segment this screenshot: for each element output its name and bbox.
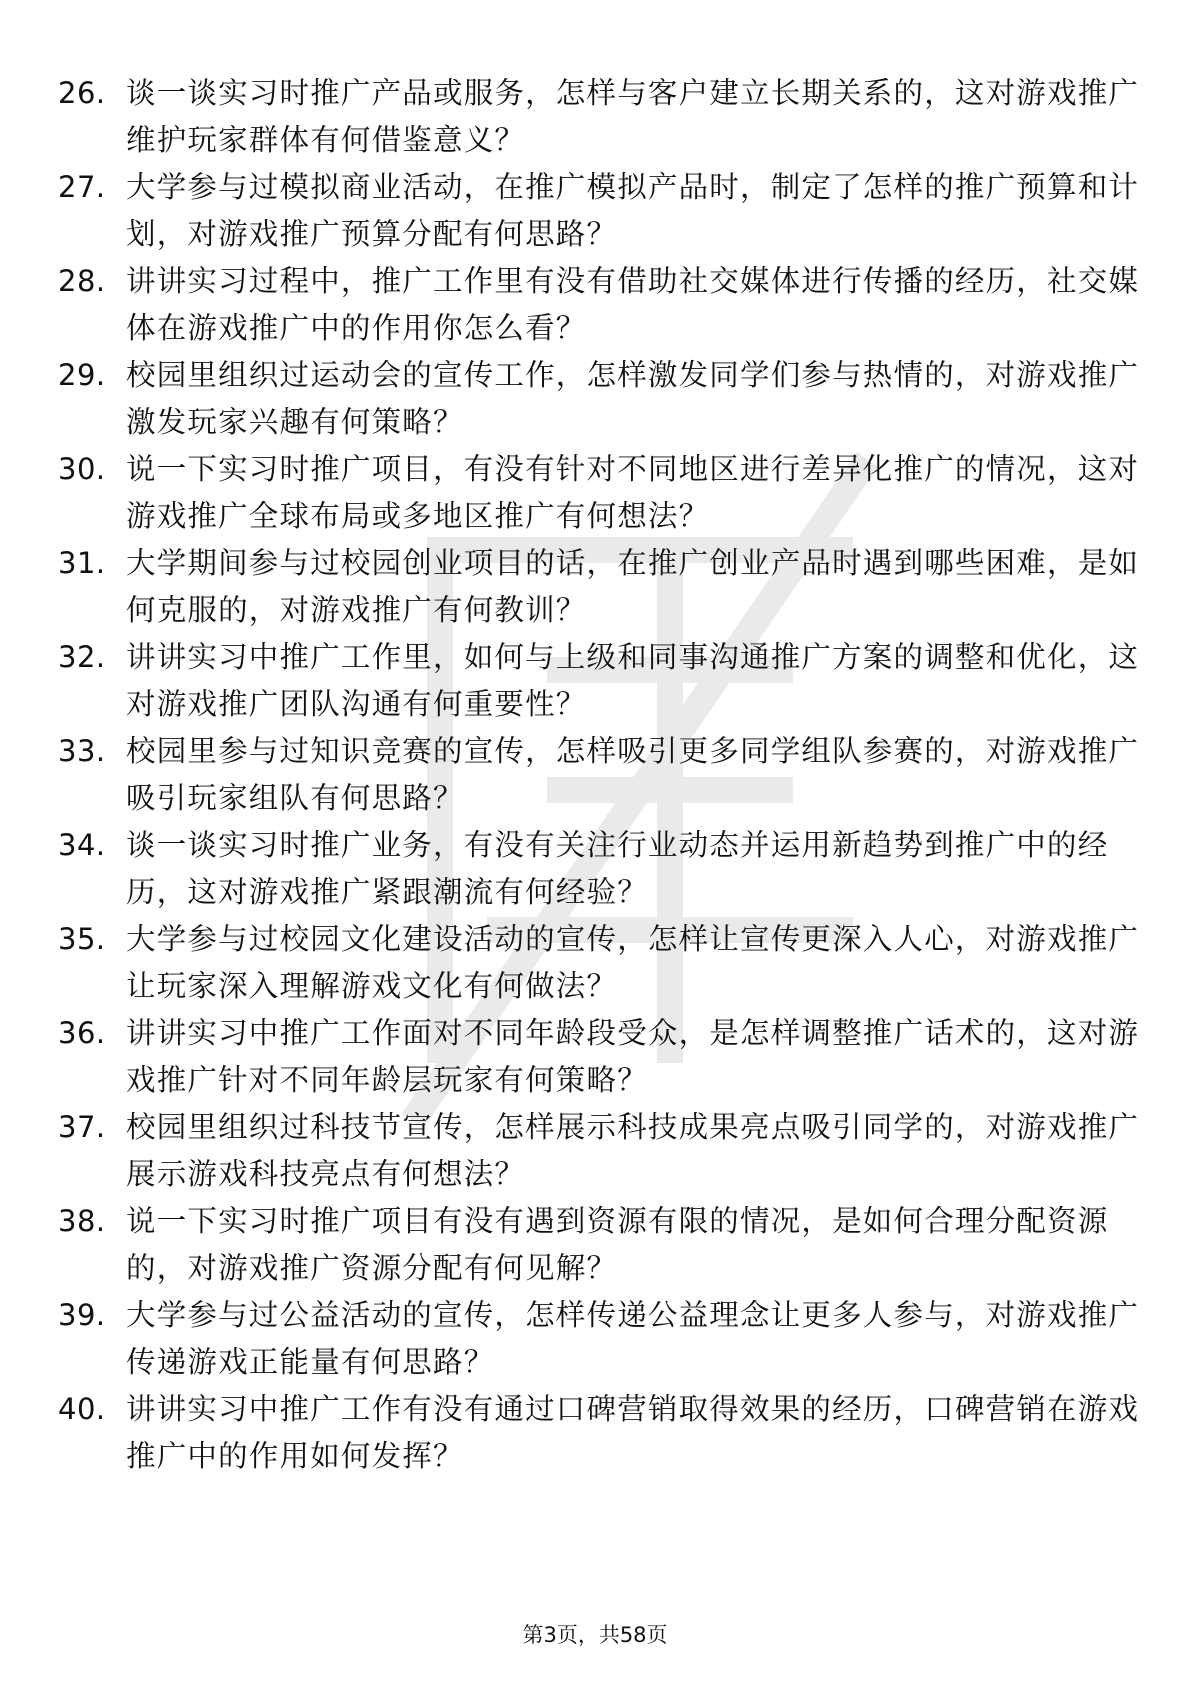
question-text: 说一下实习时推广项目有没有遇到资源有限的情况，是如何合理分配资源的，对游戏推广资源分配有何见解？ bbox=[126, 1204, 1109, 1285]
question-number: 33. bbox=[58, 734, 106, 768]
question-text: 讲讲实习中推广工作面对不同年龄段受众，是怎样调整推广话术的，这对游戏推广针对不同年龄层玩家有何策略？ bbox=[126, 1016, 1140, 1097]
question-text: 说一下实习时推广项目，有没有针对不同地区进行差异化推广的情况，这对游戏推广全球布局或多地区推广有何想法？ bbox=[126, 452, 1140, 533]
question-text: 谈一谈实习时推广业务，有没有关注行业动态并运用新趋势到推广中的经历，这对游戏推广紧跟潮流有何经验？ bbox=[126, 828, 1109, 909]
question-number: 29. bbox=[58, 358, 106, 392]
question-text: 讲讲实习中推广工作有没有通过口碑营销取得效果的经历，口碑营销在游戏推广中的作用如何发挥？ bbox=[126, 1392, 1140, 1473]
question-number: 37. bbox=[58, 1110, 106, 1144]
question-number: 32. bbox=[58, 640, 106, 674]
question-number: 35. bbox=[58, 922, 106, 956]
question-text: 谈一谈实习时推广产品或服务，怎样与客户建立长期关系的，这对游戏推广维护玩家群体有何借鉴意义？ bbox=[126, 76, 1140, 157]
question-number: 36. bbox=[58, 1016, 106, 1050]
question-number: 40. bbox=[58, 1392, 106, 1426]
question-text: 大学参与过公益活动的宣传，怎样传递公益理念让更多人参与，对游戏推广传递游戏正能量有何思路？ bbox=[126, 1298, 1140, 1379]
question-text: 校园里参与过知识竞赛的宣传，怎样吸引更多同学组队参赛的，对游戏推广吸引玩家组队有何思路？ bbox=[126, 734, 1140, 815]
page-footer bbox=[0, 1620, 1190, 1650]
question-number: 39. bbox=[58, 1298, 106, 1332]
question-number: 38. bbox=[58, 1204, 106, 1238]
question-text: 大学参与过校园文化建设活动的宣传，怎样让宣传更深入人心，对游戏推广让玩家深入理解游戏文化有何做法？ bbox=[126, 922, 1140, 1003]
question-text: 大学参与过模拟商业活动，在推广模拟产品时，制定了怎样的推广预算和计划，对游戏推广预算分配有何思路？ bbox=[126, 170, 1140, 251]
question-number: 28. bbox=[58, 264, 106, 298]
question-number: 30. bbox=[58, 452, 106, 486]
question-text: 讲讲实习中推广工作里，如何与上级和同事沟通推广方案的调整和优化，这对游戏推广团队沟通有何重要性？ bbox=[126, 640, 1140, 721]
question-number: 31. bbox=[58, 546, 106, 580]
question-text: 校园里组织过运动会的宣传工作，怎样激发同学们参与热情的，对游戏推广激发玩家兴趣有何策略？ bbox=[126, 358, 1140, 439]
question-number: 34. bbox=[58, 828, 106, 862]
question-number: 27. bbox=[58, 170, 106, 204]
question-number: 26. bbox=[58, 76, 106, 110]
page-number-label: 第3页，共58页 bbox=[522, 1623, 668, 1647]
question-text: 讲讲实习过程中，推广工作里有没有借助社交媒体进行传播的经历，社交媒体在游戏推广中的作用你怎么看？ bbox=[126, 264, 1140, 345]
question-text: 大学期间参与过校园创业项目的话，在推广创业产品时遇到哪些困难，是如何克服的，对游戏推广有何教训？ bbox=[126, 546, 1140, 627]
question-text: 校园里组织过科技节宣传，怎样展示科技成果亮点吸引同学的，对游戏推广展示游戏科技亮点有何想法？ bbox=[126, 1110, 1140, 1191]
